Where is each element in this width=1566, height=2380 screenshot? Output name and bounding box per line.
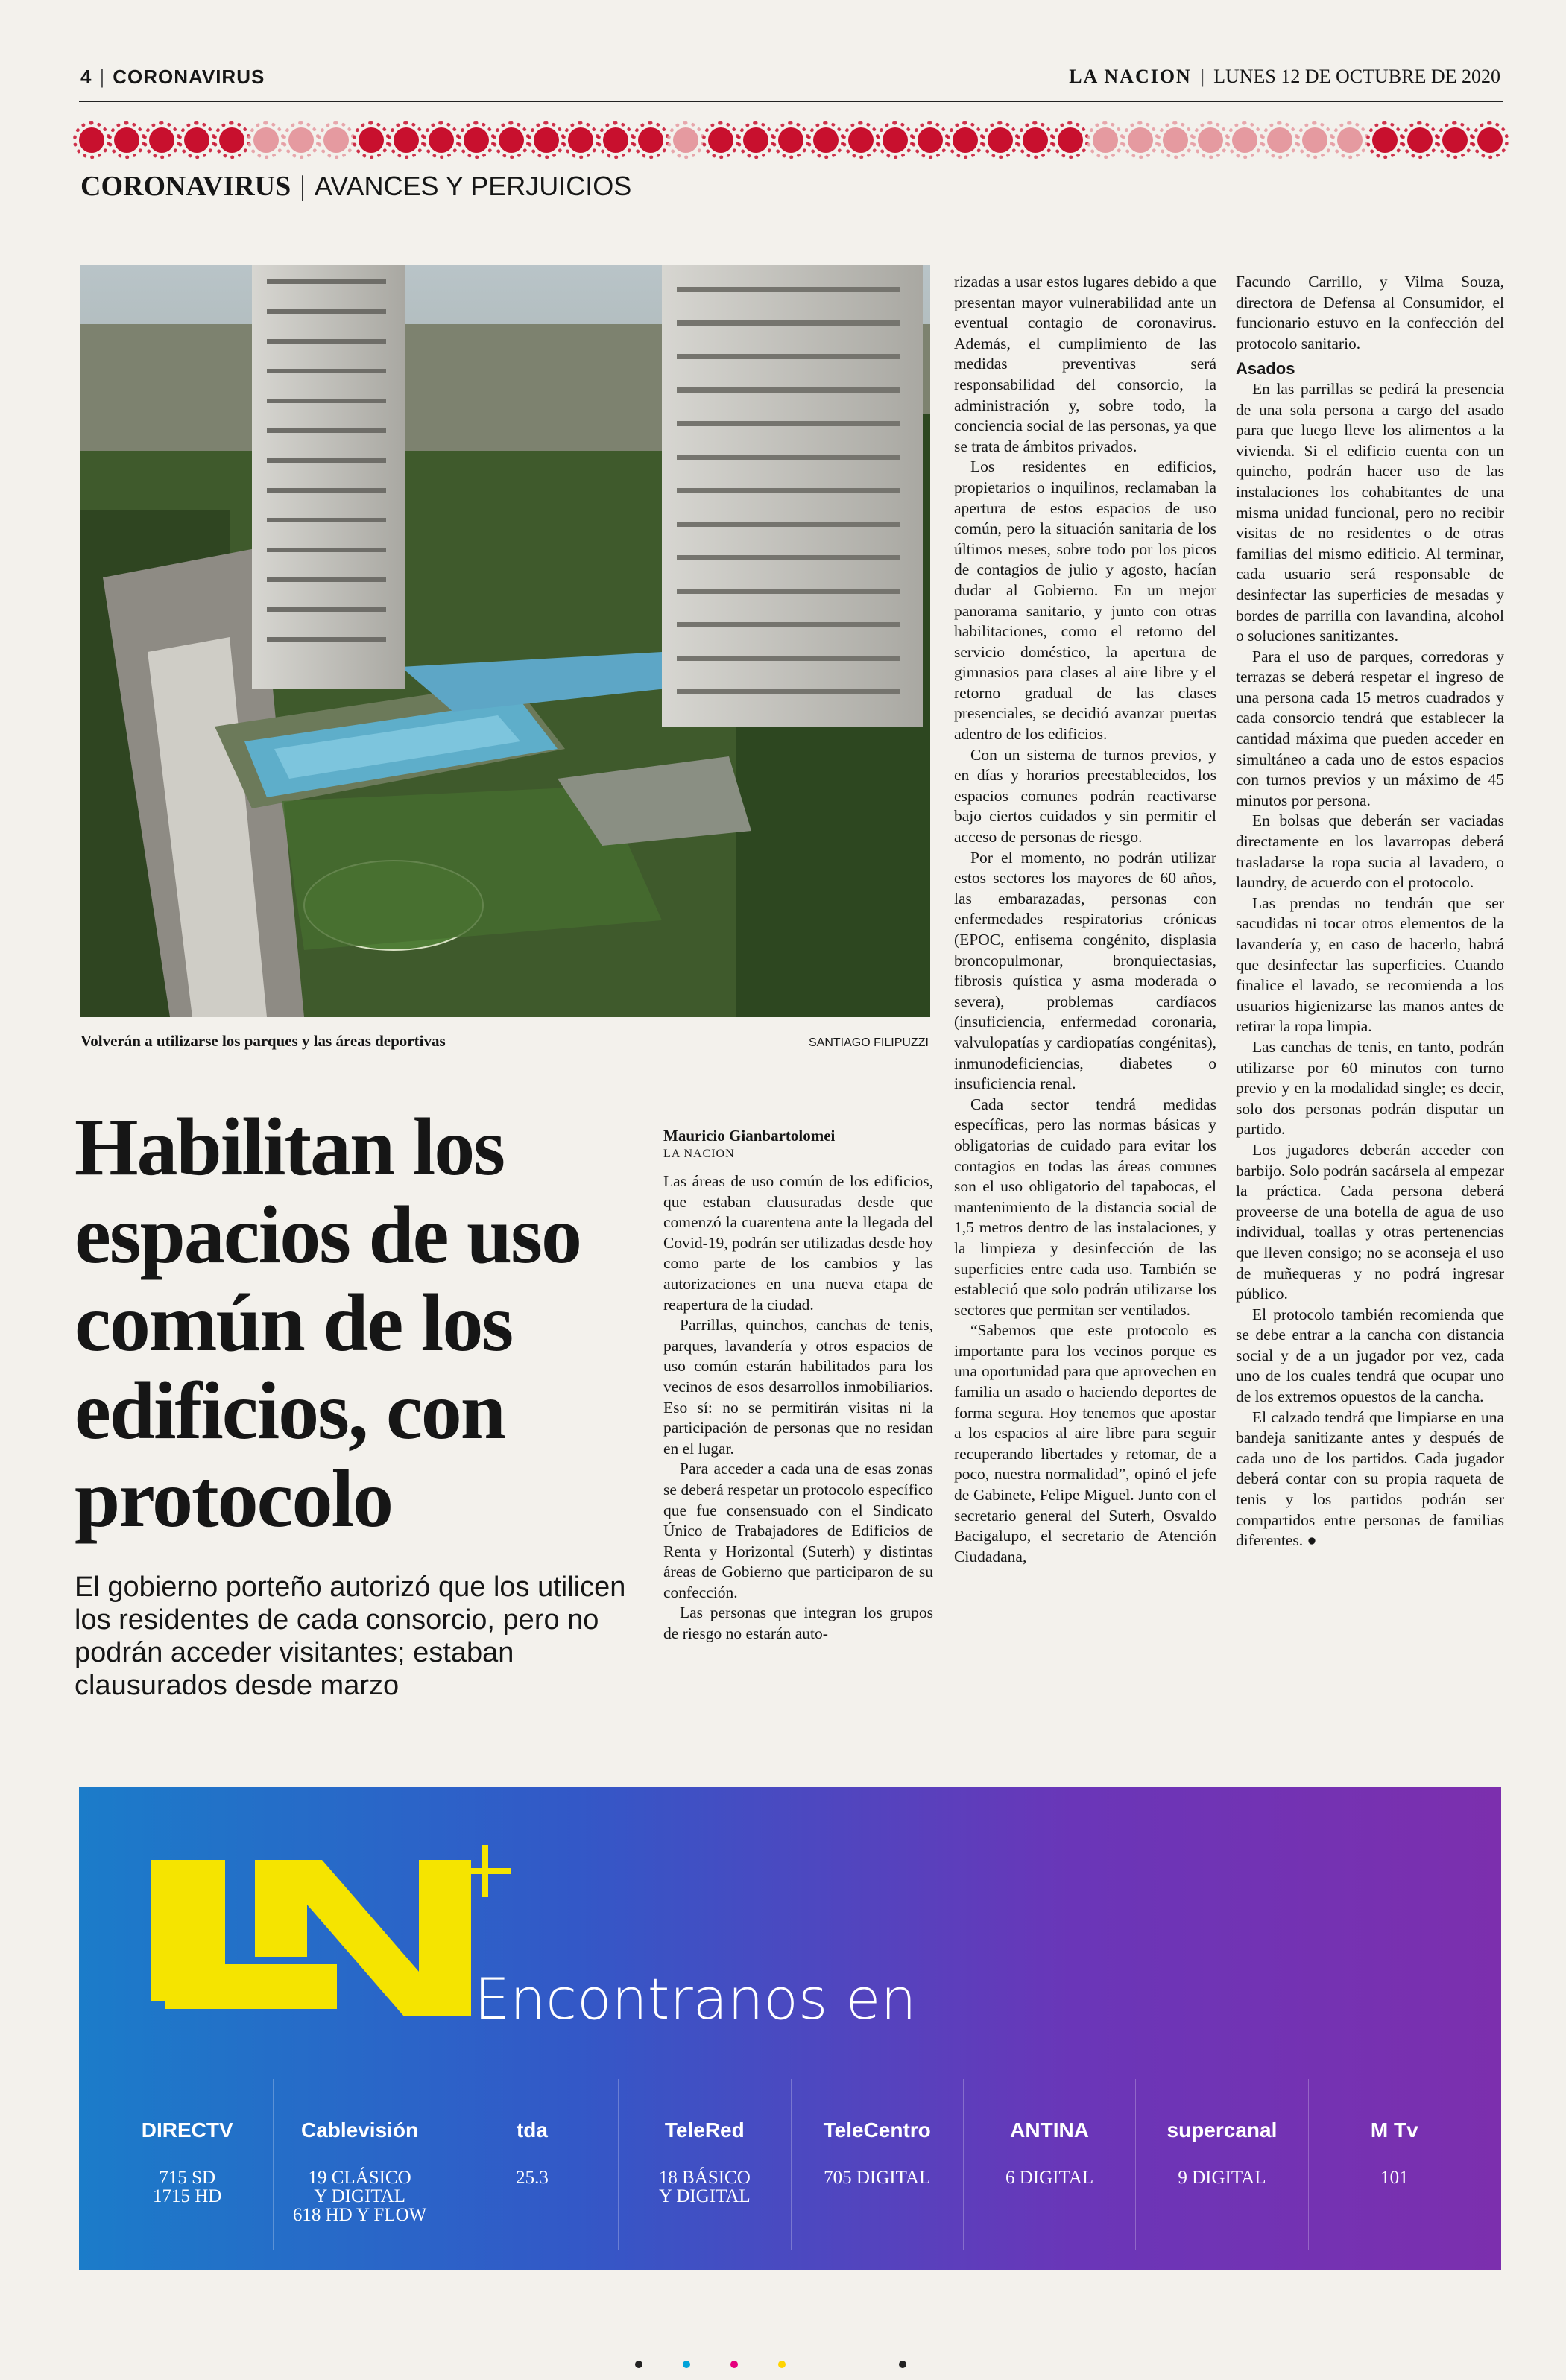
article-column-1: [663, 1171, 933, 1645]
virus-icon: [673, 127, 698, 153]
virus-icon: [1093, 127, 1118, 153]
channel-number: 18 BÁSICO: [658, 2168, 751, 2188]
virus-icon: [1372, 127, 1398, 153]
paragraph: Las personas que integran los grupos de riesgo no estarán auto-: [663, 1604, 933, 1643]
virus-icon: [114, 127, 139, 153]
virus-icon: [918, 127, 943, 153]
virus-icon: [1198, 127, 1223, 153]
virus-icon: [568, 127, 593, 153]
article-column-2: [954, 272, 1216, 1567]
channel-logo: ANTINA: [1010, 2118, 1089, 2142]
channel-number: Y DIGITAL: [658, 2186, 751, 2206]
channel-list: [101, 2079, 1480, 2250]
virus-icon: [534, 127, 559, 153]
virus-icon: [1302, 127, 1327, 153]
aerial-buildings-illustration: [80, 265, 930, 1017]
paragraph: Cada sector tendrá medidas específicas, pero las normas básicas y obligatorias de cuidado para evitar los contagios en todas las áreas comunes son el uso obligatorio del tapabocas, el mantenimiento de la distancia social de 1,5 metros dentro de las instalaciones, y la limpieza y desinfección de las superficies entre cada uso. También se estableció que solo podrán utilizarse los sectores que permitan ser ventilados.: [954, 1095, 1216, 1319]
virus-icon: [1337, 127, 1363, 153]
virus-icon: [1023, 127, 1048, 153]
article-headline: Habilitan los espacios de uso común de los edificios, con protocolo: [75, 1101, 581, 1544]
paragraph: En las parrillas se pedirá la presencia de una sola persona a cargo del asado para que luego lleve los alimentos a la vivienda. Si el edificio cuenta con un quincho, podrán hacer uso de las instalaciones los cohabitantes de una misma unidad funcional, pero no recibir visitas de no residentes o de otras familias del mismo edificio. Al terminar, cada usuario será responsable de desinfectar las superficies de mesadas y bordes de parrilla con lavandina, alcohol o soluciones sanitizantes.: [1236, 379, 1504, 645]
channel-number: 715 SD: [159, 2168, 216, 2188]
paragraph: Las prendas no tendrán que ser sacudidas ni tocar otros elementos de la lavandería y, en caso de hacerlo, habrá que desinfectar las superficies. Cuando finalice el lavado, se recomienda a los usuarios higienizarse las manos antes de retirar la ropa limpia.: [1236, 893, 1504, 1036]
channel-item: [446, 2079, 619, 2250]
channel-logo: TeleRed: [664, 2118, 745, 2142]
registration-mark: [730, 2361, 738, 2368]
header-rule: [79, 101, 1503, 102]
channel-logo: tda: [516, 2118, 548, 2142]
section-heading-strong: CORONAVIRUS: [80, 171, 291, 202]
byline-author: Mauricio Gianbartolomei: [663, 1127, 836, 1145]
virus-dot-band: [79, 119, 1503, 161]
virus-icon: [429, 127, 454, 153]
virus-icon: [79, 127, 104, 153]
section-heading-light: AVANCES Y PERJUICIOS: [314, 171, 632, 201]
virus-icon: [883, 127, 908, 153]
channel-number: 101: [1380, 2168, 1409, 2188]
channel-item: [101, 2079, 274, 2250]
virus-icon: [778, 127, 803, 153]
channel-number: 25.3: [516, 2168, 549, 2188]
virus-icon: [1442, 127, 1468, 153]
issue-date: LUNES 12 DE OCTUBRE DE 2020: [1213, 66, 1500, 87]
registration-mark: [899, 2361, 906, 2368]
paragraph: Facundo Carrillo, y Vilma Souza, directora de Defensa al Consumidor, el funcionario estuvo en la confección del protocolo sanitario.: [1236, 273, 1504, 352]
paragraph: Las áreas de uso común de los edificios, que estaban clausuradas desde que comenzó la cuarentena ante la llegada del Covid-19, podrán ser utilizadas desde hoy como parte de los cambios y las autorizaciones en una nueva etapa de reapertura de la ciudad.: [663, 1172, 933, 1314]
virus-icon: [1128, 127, 1153, 153]
ad-tagline: Encontranos en: [474, 1966, 917, 2032]
paragraph: Las canchas de tenis, en tanto, podrán utilizarse por 60 minutos con turno previo y en la modalidad single; es decir, solo dos personas podrán disputar un partido.: [1236, 1037, 1504, 1139]
newspaper-brand: LA NACION: [1069, 66, 1192, 87]
registration-mark: [683, 2361, 690, 2368]
channel-number: Y DIGITAL: [314, 2186, 405, 2206]
photo-caption: Volverán a utilizarse los parques y las áreas deportivas: [80, 1032, 446, 1050]
virus-icon: [219, 127, 244, 153]
virus-icon: [988, 127, 1013, 153]
channel-item: [792, 2079, 964, 2250]
channel-item: [1309, 2079, 1480, 2250]
paragraph: Parrillas, quinchos, canchas de tenis, parques, lavandería y otros espacios de uso común estarán habilitados para los vecinos de esos desarrollos inmobiliarios. Eso sí: no se permitirán visitas ni la participación de personas que no residan en el lugar.: [663, 1316, 933, 1458]
channel-item: [1136, 2079, 1308, 2250]
paragraph: El protocolo también recomienda que se debe entrar a la cancha con distancia social y de a un jugador por vez, cada uno de los cuales tendrá que ocupar uno de los extremos opuestos de la cancha.: [1236, 1305, 1504, 1406]
virus-icon: [953, 127, 978, 153]
virus-icon: [499, 127, 524, 153]
virus-icon: [708, 127, 733, 153]
virus-icon: [1058, 127, 1083, 153]
channel-item: [274, 2079, 446, 2250]
paragraph: Con un sistema de turnos previos, y en días y horarios preestablecidos, los espacios comunes podrán reactivarse bajo ciertos cuidados y sin permitir el acceso de personas de riesgo.: [954, 745, 1216, 846]
virus-icon: [1232, 127, 1257, 153]
ln-plus-advertisement: [79, 1787, 1501, 2270]
virus-icon: [1163, 127, 1188, 153]
photo-credit: SANTIAGO FILIPUZZI: [809, 1036, 929, 1049]
page-header-left: 4 | CORONAVIRUS: [80, 66, 265, 88]
paragraph: Para acceder a cada una de esas zonas se deberá respetar un protocolo específico que fue consensuado con el Sindicato Único de Trabajadores de Edificios de Renta y Horizontal (Suterh) y distintas áreas de Gobierno que participaron de su confección.: [663, 1460, 933, 1601]
virus-icon: [464, 127, 489, 153]
paragraph: Para el uso de parques, corredoras y terrazas se deberá respetar el ingreso de una persona cada 15 metros cuadrados y cada consorcio tendrá que establecer la cantidad máxima que pueden acceder en simultáneo a cada uno de estos espacios con turnos previos y un máximo de 45 minutos por persona.: [1236, 647, 1504, 809]
article-photo: [80, 265, 930, 1017]
virus-icon: [813, 127, 839, 153]
paragraph: rizadas a usar estos lugares debido a que presentan mayor vulnerabilidad ante un eventual contagio de coronavirus. Además, el cumplimiento de las medidas preventivas será responsabilidad del consorcio, la administración y, sobre todo, la conciencia social de las personas, ya que se trata de ámbitos privados.: [954, 273, 1216, 455]
channel-logo: supercanal: [1166, 2118, 1278, 2142]
channel-number: 705 DIGITAL: [824, 2168, 931, 2188]
virus-icon: [743, 127, 768, 153]
virus-icon: [1267, 127, 1292, 153]
channel-number: 1715 HD: [153, 2186, 222, 2206]
channel-logo: Cablevisión: [300, 2118, 419, 2142]
channel-item: [964, 2079, 1136, 2250]
page-header-right: LA NACION | LUNES 12 DE OCTUBRE DE 2020: [1069, 66, 1500, 87]
header-section: CORONAVIRUS: [113, 66, 265, 88]
virus-icon: [359, 127, 384, 153]
section-heading: CORONAVIRUS | AVANCES Y PERJUICIOS: [80, 171, 632, 202]
virus-icon: [184, 127, 209, 153]
article-dek: El gobierno porteño autorizó que los utilicen los residentes de cada consorcio, pero no podrán acceder visitantes; estaban clausurados desde marzo: [75, 1572, 626, 1701]
paragraph: “Sabemos que este protocolo es importante para los vecinos porque es una oportunidad para que aprovechen en familia un asado o haciendo deportes de forma segura. Hoy tenemos que apostar a los espacios al aire libre para seguir recuperando libertades y retomar, de a poco, nuestra normalidad”, opinó el jefe de Gabinete, Felipe Miguel. Junto con el secretario general del Suterh, Osvaldo Bacigalupo, el secretario de Atención Ciudadana,: [954, 1321, 1216, 1566]
ln-plus-logo-icon: [143, 1830, 531, 2024]
virus-icon: [638, 127, 663, 153]
registration-mark: [778, 2361, 786, 2368]
channel-logo: M Tv: [1370, 2118, 1418, 2142]
paragraph: Por el momento, no podrán utilizar estos sectores los mayores de 60 años, las embarazadas, personas con enfermedades respiratorias crónicas (EPOC, enfisema congénito, displasia broncopulmonar, bronquiectasias, fibrosis quística y asma moderada o severa), problemas cardíacos (insuficiencia, enfermedad coronaria, valvulopatías y cardiopatías congénitas), inmunodeficiencias, diabetes o insuficiencia renal.: [954, 848, 1216, 1093]
virus-icon: [394, 127, 419, 153]
channel-logo: TeleCentro: [823, 2118, 931, 2142]
virus-icon: [288, 127, 314, 153]
channel-number: 19 CLÁSICO: [308, 2168, 411, 2188]
channel-logo: DIRECTV: [141, 2118, 233, 2142]
virus-icon: [1477, 127, 1503, 153]
page-number: 4: [80, 66, 92, 88]
byline-organization: LA NACION: [663, 1148, 735, 1160]
virus-icon: [603, 127, 628, 153]
channel-number: 6 DIGITAL: [1005, 2168, 1094, 2188]
virus-icon: [253, 127, 279, 153]
virus-icon: [149, 127, 174, 153]
virus-icon: [323, 127, 349, 153]
virus-icon: [848, 127, 874, 153]
article-column-3: [1236, 272, 1504, 1551]
channel-number: 9 DIGITAL: [1178, 2168, 1266, 2188]
subhead-asados: Asados: [1236, 359, 1295, 379]
paragraph: En bolsas que deberán ser vaciadas directamente en los lavarropas deberá trasladarse la ropa sucia al lavadero, o laundry, de acuerdo con el protocolo.: [1236, 811, 1504, 892]
paragraph: Los residentes en edificios, propietarios o inquilinos, reclamaban la apertura de estos espacios de uso común, pero la situación sanitaria de los últimos meses, sobre todo por los picos de contagios de julio y agosto, hacían dudar al Gobierno. En un mejor panorama sanitario, y junto con otras habilitaciones, como el retorno del servicio doméstico, la apertura de gimnasios para clases al aire libre y el retorno gradual de las clases presenciales, se decidió avanzar puertas adentro de los edificios.: [954, 458, 1216, 744]
virus-icon: [1407, 127, 1433, 153]
registration-mark: [635, 2361, 642, 2368]
channel-item: [619, 2079, 791, 2250]
channel-number: 618 HD Y FLOW: [292, 2205, 427, 2225]
paragraph: Los jugadores deberán acceder con barbijo. Solo podrán sacársela al empezar la práctica. Cada persona deberá proveerse de una botella de agua de uso individual, toallas y otras pertenencias que lleven consigo; no se aconseja el uso de muñequeras y no podrá ingresar público.: [1236, 1140, 1504, 1303]
paragraph: El calzado tendrá que limpiarse en una bandeja sanitizante antes y después de cada uno de los partidos. Cada jugador deberá contar con su propia raqueta de tenis y los partidos podrán ser compartidos entre personas de familias diferentes. ●: [1236, 1408, 1504, 1550]
